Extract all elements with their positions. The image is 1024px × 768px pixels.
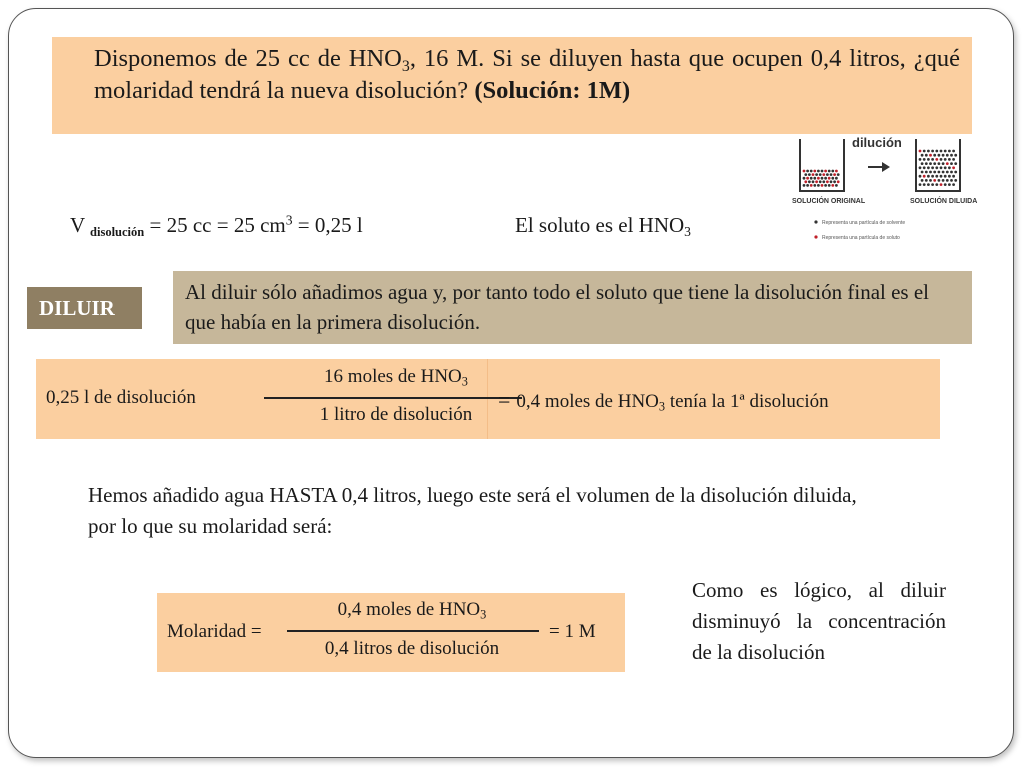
diluted-particle	[923, 175, 926, 178]
calc1-label: 0,25 l de disolución	[46, 387, 196, 408]
original-particle	[804, 180, 807, 183]
calc2-numerator	[297, 599, 527, 621]
diluted-particle	[919, 150, 922, 153]
original-particle	[819, 180, 822, 183]
original-particle	[824, 177, 827, 180]
problem-solution: (Solución: 1M)	[474, 77, 631, 104]
legend-solvent-icon	[814, 220, 817, 223]
original-particle	[813, 177, 816, 180]
diagram-left-label: SOLUCIÓN ORIGINAL	[792, 198, 866, 205]
diluted-particle	[919, 175, 922, 178]
diluted-particle	[952, 166, 955, 169]
original-particle	[810, 184, 813, 187]
diluted-particle	[935, 150, 938, 153]
molarity-calculation	[157, 593, 625, 672]
diluted-particle	[952, 175, 955, 178]
diluted-particle	[948, 183, 951, 186]
diluted-particle	[923, 150, 926, 153]
original-particle	[803, 170, 806, 173]
diluted-particle	[944, 183, 947, 186]
diluted-particle	[952, 150, 955, 153]
diluted-particle	[927, 175, 930, 178]
diluted-particle	[921, 171, 924, 174]
beaker-diluted-icon	[916, 139, 960, 191]
diluted-particle	[927, 150, 930, 153]
calc1-num-text: 16 moles de HNO	[324, 366, 462, 387]
diluted-particle	[923, 183, 926, 186]
diluted-particle	[954, 154, 957, 157]
diluted-particle	[925, 154, 928, 157]
original-particle	[837, 180, 840, 183]
volume-subscript: disolución	[90, 224, 145, 239]
original-particle	[803, 184, 806, 187]
original-particle	[824, 170, 827, 173]
calc1-res-end: tenía la 1ª disolución	[665, 391, 829, 412]
diluted-particle	[944, 158, 947, 161]
original-particle	[813, 184, 816, 187]
original-particle	[808, 180, 811, 183]
diluted-particle	[948, 150, 951, 153]
original-particle	[819, 173, 822, 176]
diluted-particle	[931, 158, 934, 161]
diluted-particle	[952, 158, 955, 161]
diluted-particle	[925, 162, 928, 165]
original-particle	[830, 173, 833, 176]
original-particle	[821, 170, 824, 173]
diagram-legend-1: Representa una partícula de solvente	[822, 220, 906, 226]
diluted-particle	[954, 171, 957, 174]
diluted-particle	[944, 166, 947, 169]
diluted-particle	[938, 154, 941, 157]
diluted-particle	[950, 162, 953, 165]
original-particle	[835, 170, 838, 173]
original-particle	[806, 184, 809, 187]
original-particle	[822, 180, 825, 183]
diluted-particle	[935, 158, 938, 161]
calc1-num-sub: 3	[461, 374, 468, 389]
diluted-particle	[950, 179, 953, 182]
diluted-particle	[919, 158, 922, 161]
diluted-particle	[948, 175, 951, 178]
diluted-particle	[927, 158, 930, 161]
original-particle	[812, 180, 815, 183]
original-particle	[831, 184, 834, 187]
original-particle	[828, 184, 831, 187]
original-particle	[835, 177, 838, 180]
diluted-particle	[938, 171, 941, 174]
original-particle	[821, 184, 824, 187]
arrow-icon	[868, 162, 890, 172]
diluir-label: DILUIR	[27, 287, 142, 329]
calc1-equals: =	[498, 387, 511, 412]
diluted-particle	[940, 175, 943, 178]
legend-solute-icon	[814, 235, 817, 238]
diluted-particle	[942, 162, 945, 165]
diluted-particle	[948, 166, 951, 169]
diluir-explanation: Al diluir sólo añadimos agua y, por tanto todo el soluto que tiene la disolución final es el que había en la primera disolución.	[173, 271, 972, 344]
diluted-particle	[940, 150, 943, 153]
original-particle	[803, 177, 806, 180]
original-particle	[810, 170, 813, 173]
conclusion-text: Como es lógico, al diluir disminuyó la concentración de la disolución	[692, 578, 946, 664]
original-particle	[826, 180, 829, 183]
dilution-diagram	[790, 133, 980, 253]
diluted-particle	[942, 154, 945, 157]
original-particle	[831, 170, 834, 173]
diluted-particle	[921, 179, 924, 182]
diluted-particle	[938, 162, 941, 165]
diluted-particle	[940, 183, 943, 186]
original-particle	[822, 173, 825, 176]
diluted-particle	[931, 175, 934, 178]
original-particle	[815, 180, 818, 183]
diluted-particle	[921, 154, 924, 157]
calc2-label: Molaridad =	[167, 621, 262, 642]
diluted-particle	[933, 162, 936, 165]
diluted-particle	[950, 171, 953, 174]
original-particle	[833, 173, 836, 176]
original-particle	[813, 170, 816, 173]
diluted-particle	[933, 179, 936, 182]
diluted-particle	[921, 162, 924, 165]
original-particle	[817, 177, 820, 180]
original-particle	[806, 170, 809, 173]
diluted-particle	[940, 158, 943, 161]
diluted-particle	[944, 175, 947, 178]
diluted-particle	[935, 183, 938, 186]
diluted-particle	[933, 171, 936, 174]
original-particle	[830, 180, 833, 183]
diluted-particle	[923, 158, 926, 161]
moles-calculation	[36, 359, 940, 439]
original-particle	[821, 177, 824, 180]
volume-end: = 0,25 l	[292, 213, 363, 237]
original-particle	[826, 173, 829, 176]
original-particle	[812, 173, 815, 176]
diluted-particle	[925, 171, 928, 174]
diluted-particle	[929, 171, 932, 174]
diluted-particle	[929, 154, 932, 157]
diagram-title: dilución	[852, 135, 902, 150]
diluted-particle	[946, 171, 949, 174]
volume-symbol: V	[70, 213, 85, 237]
diluted-particle	[919, 183, 922, 186]
calc1-numerator	[276, 366, 516, 388]
original-particle	[817, 170, 820, 173]
original-particle	[817, 184, 820, 187]
calc1-result	[498, 387, 829, 413]
original-particle	[833, 180, 836, 183]
solute-text: El soluto es el HNO	[515, 213, 685, 237]
calc1-denominator: 1 litro de disolución	[319, 404, 473, 425]
diluted-particle	[929, 179, 932, 182]
diluted-particle	[927, 183, 930, 186]
diluted-particle	[946, 154, 949, 157]
calc1-res-text: 0,4 moles de HNO	[516, 391, 659, 412]
diluted-particle	[940, 166, 943, 169]
diluted-particle	[952, 183, 955, 186]
volume-equation	[70, 213, 363, 238]
volume-superscript: 3	[285, 212, 293, 228]
diluted-particle	[931, 150, 934, 153]
calc2-denominator: 0,4 litros de disolución	[324, 638, 500, 659]
calc1-res-sub: 3	[658, 399, 666, 414]
original-particle	[810, 177, 813, 180]
diluted-particle	[931, 183, 934, 186]
original-particle	[824, 184, 827, 187]
diluted-particle	[946, 179, 949, 182]
original-particle	[815, 173, 818, 176]
volume-text: = 25 cc = 25 cm	[144, 213, 286, 237]
original-particle	[835, 184, 838, 187]
diluted-particle	[929, 162, 932, 165]
diluted-particle	[942, 171, 945, 174]
diluted-particle	[950, 154, 953, 157]
calc2-result: = 1 M	[549, 621, 596, 642]
diluted-particle	[927, 166, 930, 169]
solute-subscript: 3	[684, 224, 691, 240]
diluted-particle	[919, 166, 922, 169]
original-particle	[831, 177, 834, 180]
diluted-particle	[923, 166, 926, 169]
diluted-particle	[946, 162, 949, 165]
diluted-particle	[931, 166, 934, 169]
original-particle	[804, 173, 807, 176]
problem-statement	[52, 37, 972, 134]
problem-subscript: 3	[401, 57, 410, 75]
calc1-fraction-line	[264, 397, 522, 399]
original-particle	[828, 170, 831, 173]
diluted-particle	[935, 166, 938, 169]
diluted-particle	[944, 150, 947, 153]
diluted-particle	[925, 179, 928, 182]
diagram-legend-2: Representa una partícula de soluto	[822, 235, 900, 241]
diluted-particle	[933, 154, 936, 157]
original-particle	[828, 177, 831, 180]
calc2-num-sub: 3	[480, 607, 487, 622]
diluted-particle	[948, 158, 951, 161]
diluted-particle	[954, 179, 957, 182]
calc2-fraction-line	[287, 630, 539, 632]
diluted-particle	[935, 175, 938, 178]
diluted-particle	[954, 162, 957, 165]
beaker-original-icon	[800, 139, 844, 191]
solute-statement	[515, 213, 691, 238]
calc2-num-text: 0,4 moles de HNO	[337, 599, 481, 620]
problem-text-1: Disponemos de 25 cc de HNO	[94, 45, 402, 72]
diluted-particle	[938, 179, 941, 182]
original-particle	[806, 177, 809, 180]
diluted-particle	[942, 179, 945, 182]
original-particle	[837, 173, 840, 176]
diagram-right-label: SOLUCIÓN DILUIDA	[910, 198, 978, 205]
original-particle	[808, 173, 811, 176]
dilution-explanation: Hemos añadido agua HASTA 0,4 litros, luego este será el volumen de la disolución diluida, por lo que su molaridad será:	[88, 483, 857, 538]
problem-text-2: , 16 M. Si se diluyen hasta que ocupen 0,4 litros, ¿qué molaridad tendrá la nueva disolución?	[94, 45, 960, 104]
